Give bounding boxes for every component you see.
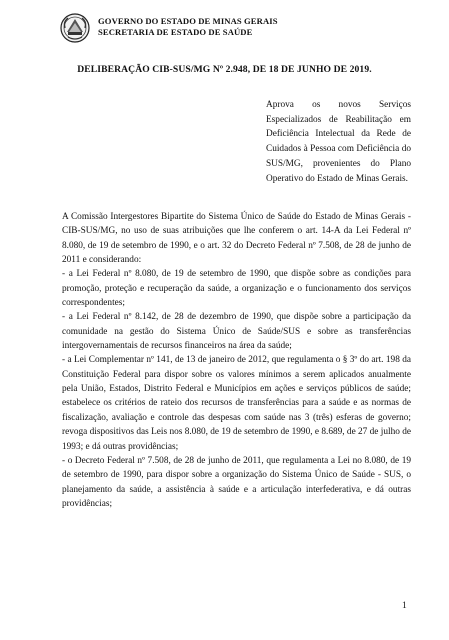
considerando-lc-141: - a Lei Complementar nº 141, de 13 de janeiro de 2012, que regulamenta o § 3º do art. 198 da Constituição Federal para dispor sobre os valores mínimos a serem aplicados anualmente pela União, Estados, Distrito Federal e Municípios em ações e serviços públicos de saúde; estabelece os critérios de rateio dos recursos de transferências para a saúde e as normas de fiscalização, avaliação e controle das despesas com saúde nas 3 (três) esferas de governo; revoga dispositivos das Leis nos 8.080, de 19 de setembro de 1990, e 8.689, de 27 de julho de 1993; e dá outras providências; xyxy=(62,355,411,452)
document-body xyxy=(62,210,411,511)
page-number: 1 xyxy=(402,601,407,611)
preamble-paragraph: A Comissão Intergestores Bipartite do Sistema Único de Saúde do Estado de Minas Gerais - CIB-SUS/MG, no uso de suas atribuições que lhe conferem o art. 14-A da Lei Federal nº 8.080, de 19 de setembro de 1990, e o art. 32 do Decreto Federal nº 7.508, de 28 de junho de 2011 e considerando: xyxy=(62,212,411,266)
ementa-summary: Aprova os novos Serviços Especializados de Reabilitação em Deficiência Intelectual da Rede de Cuidados à Pessoa com Deficiência do SUS/MG, provenientes do Plano Operativo do Estado de Minas Gerais. xyxy=(266,100,411,184)
letterhead-government: GOVERNO DO ESTADO DE MINAS GERAIS xyxy=(98,16,278,26)
considerando-lei-8080: - a Lei Federal nº 8.080, de 19 de setembro de 1990, que dispõe sobre as condições para promoção, proteção e recuperação da saúde, a organização e o funcionamento dos serviços correspondentes; xyxy=(62,269,411,309)
state-coat-of-arms-icon xyxy=(60,13,90,43)
letterhead-secretariat: SECRETARIA DE ESTADO DE SAÚDE xyxy=(98,27,253,37)
considerando-decreto-7508: - o Decreto Federal nº 7.508, de 28 de junho de 2011, que regulamenta a Lei no 8.080, de 19 de setembro de 1990, para dispor sobre a organização do Sistema Único de Saúde - SUS, o planejamento da saúde, a assistência à saúde e a articulação interfederativa, e dá outras providências; xyxy=(62,455,411,509)
document-title: DELIBERAÇÃO CIB-SUS/MG Nº 2.948, DE 18 DE JUNHO DE 2019. xyxy=(77,64,372,75)
considerando-lei-8142: - a Lei Federal nº 8.142, de 28 de dezembro de 1990, que dispõe sobre a participação da comunidade na gestão do Sistema Único de Saúde/SUS e sobre as transferências intergovernamentais de recursos financeiros na área da saúde; xyxy=(62,312,411,352)
